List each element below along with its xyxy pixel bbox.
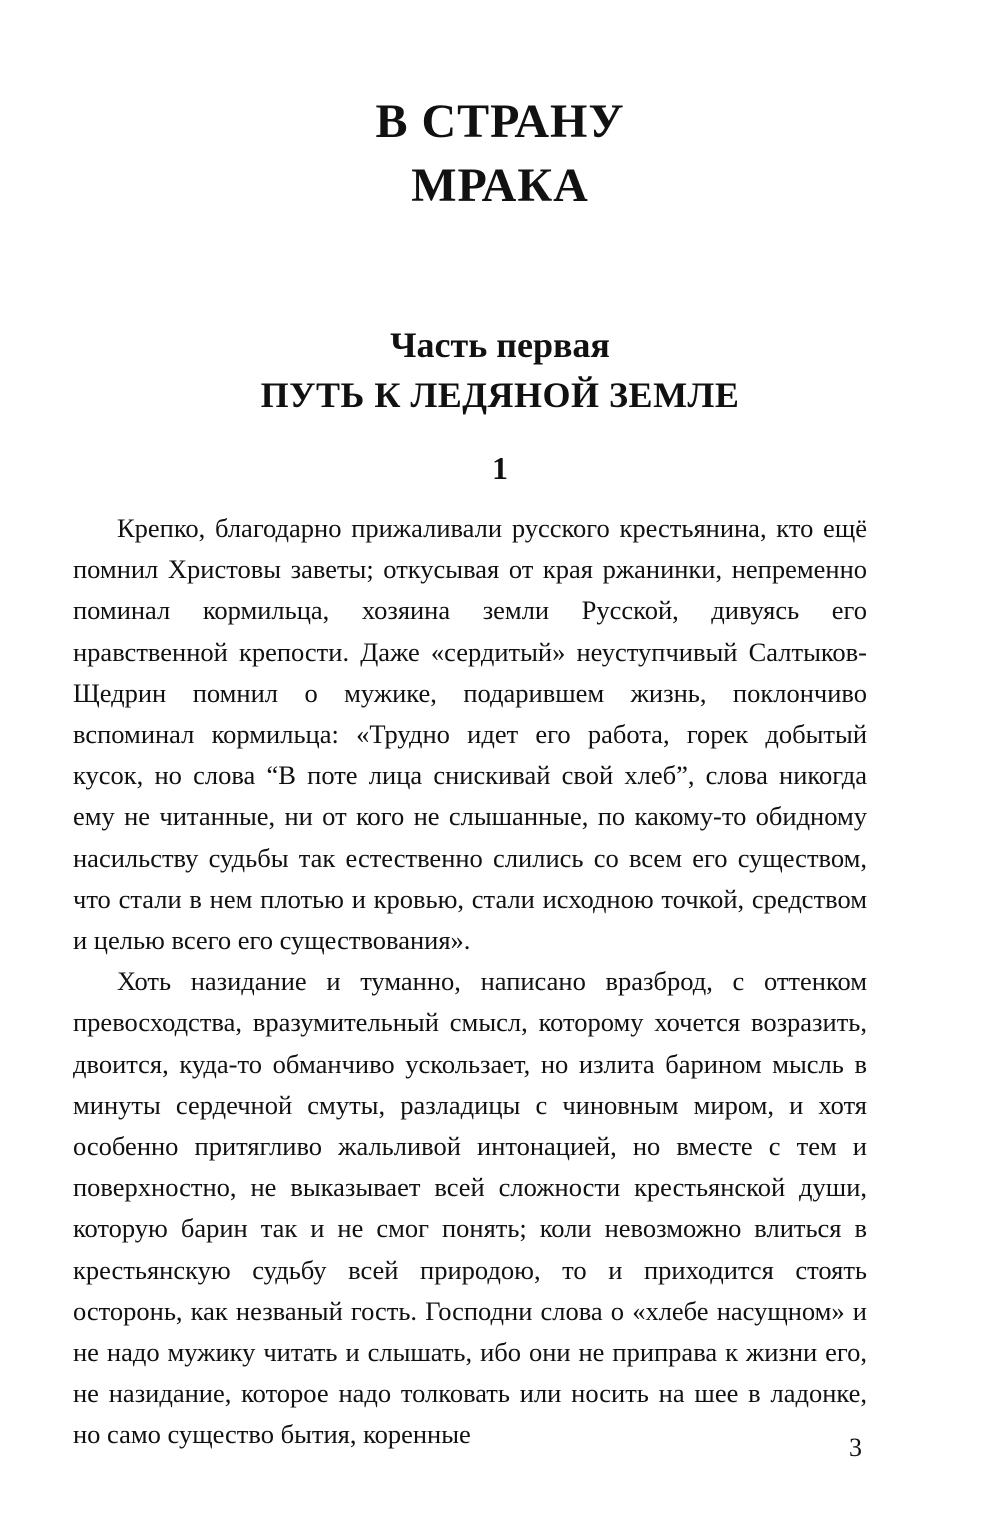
chapter-number: 1 — [492, 450, 508, 486]
body-text — [73, 508, 867, 1456]
book-title — [0, 90, 1000, 218]
part-title: ПУТЬ К ЛЕДЯНОЙ ЗЕМЛЕ — [260, 375, 740, 415]
paragraph: Хоть назидание и туманно, написано вразброд, с оттенком превосходства, вразумительный смысл, которому хочется возразить, двоится, куда-то обманчиво ускользает, но излита барином мысль в минуты сердечной смуты, разладицы с чиновным миром, и хотя особенно притягливо жальливой интонацией, но вместе с тем и поверхностно, не выказывает всей сложности крестьянской души, которую барин так и не смог понять; коли невозможно влиться в крестьянскую судьбу всей природою, то и приходится стоять осторонь, как незваный гость. Господни слова о «хлебе насущном» и не надо мужику читать и слышать, ибо они не приправа к жизни его, не назидание, которое надо толковать или носить на шее в ладонке, но само существо бытия, коренные — [73, 966, 867, 1450]
part-heading — [0, 320, 1000, 420]
book-title-line-1: В СТРАНУ — [375, 95, 625, 148]
paragraph: Крепко, благодарно прижаливали русского крестьянина, кто ещё помнил Христовы заветы; откусывая от края ржанинки, непременно поминал кормильца, хозяина земли Русской, дивуясь его нравственной крепости. Даже «сердитый» неуступчивый Салтыков-Щедрин помнил о мужике, подарившем жизнь, поклончиво вспоминал кормильца: «Трудно идет его работа, горек добытый кусок, но слова “В поте лица снискивай свой хлеб”, слова никогда ему не читанные, ни от кого не слышанные, по какому-то обидному насильству судьбы так естественно слились со всем его существом, что стали в нем плотью и кровью, стали исходною точкой, средством и целью всего его существования». — [73, 513, 867, 956]
book-title-line-2: МРАКА — [411, 159, 589, 212]
part-label: Часть первая — [390, 325, 610, 365]
page-number: 3 — [849, 1433, 862, 1462]
